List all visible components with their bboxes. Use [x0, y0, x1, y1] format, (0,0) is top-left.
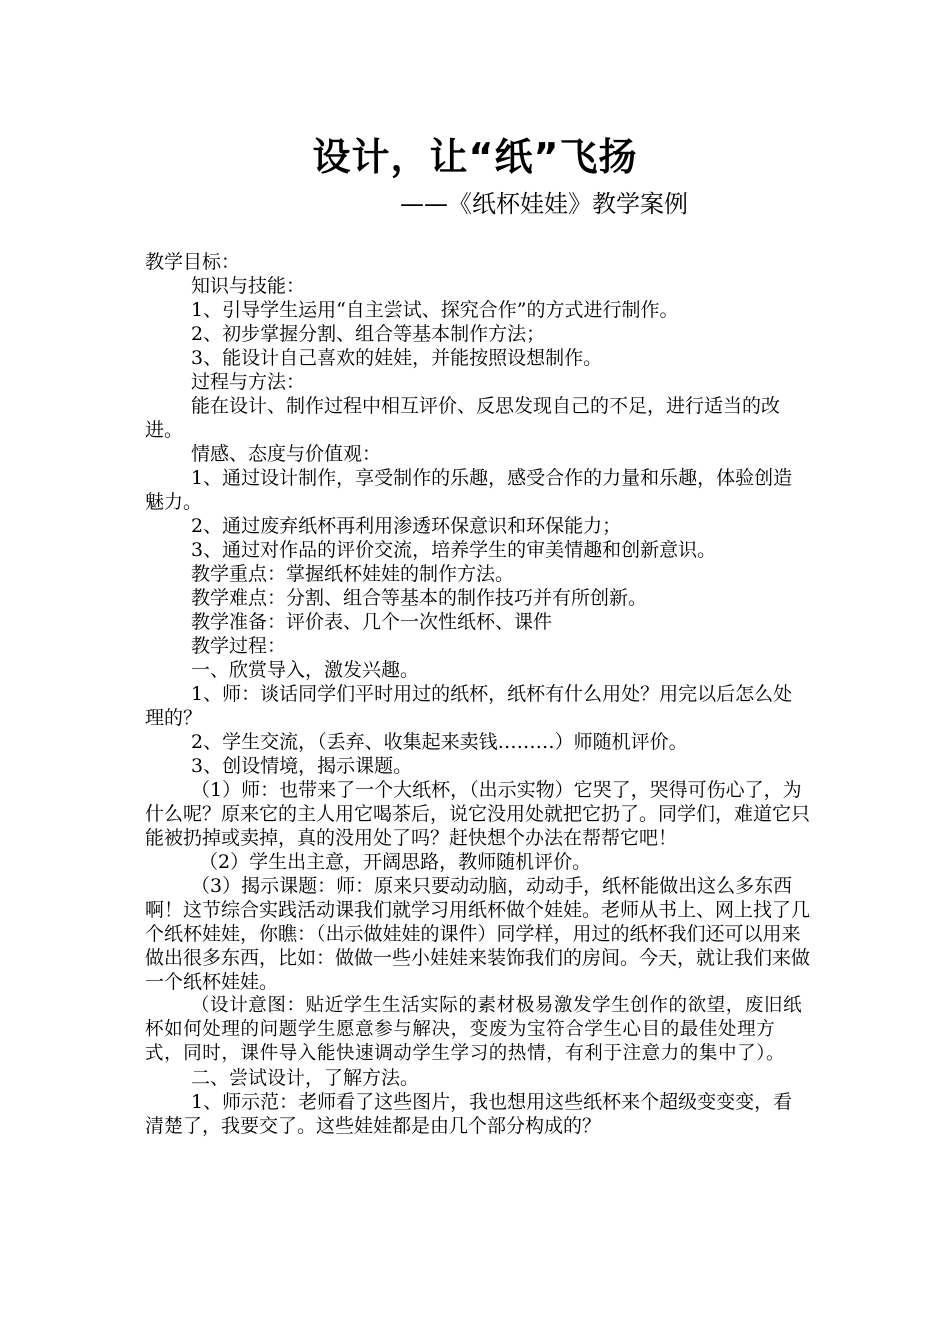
paragraph: 过程与方法：	[191, 371, 306, 393]
document-subtitle: ——《纸杯娃娃》教学案例	[400, 190, 688, 218]
paragraph: （2）学生出主意，开阔思路，教师随机评价。	[199, 851, 592, 873]
paragraph: 1、师：谈话同学们平时用过的纸杯，纸杯有什么用处？用完以后怎么处理的？	[145, 683, 793, 729]
paragraph: 教学准备：评价表、几个一次性纸杯、课件	[191, 611, 553, 633]
design-intent-note: （设计意图：贴近学生生活实际的素材极易激发学生创作的欲望，废旧纸杯如何处理的问题学生愿意参与解决，变废为宝符合学生心目的最佳处理方式，同时，课件导入能快速调动学生学习的热情，有利于注意力的集中了）。	[145, 995, 803, 1064]
document-body	[145, 250, 810, 1138]
document-title: 设计，让“纸”飞扬	[312, 135, 638, 179]
paragraph: 教学目标：	[145, 251, 241, 273]
paragraph: 2、初步掌握分割、组合等基本制作方法；	[191, 323, 546, 345]
paragraph: 一、欣赏导入，激发兴趣。	[191, 659, 420, 681]
paragraph: 1、通过设计制作，享受制作的乐趣，感受合作的力量和乐趣，体验创造魅力。	[145, 467, 793, 513]
paragraph: 1、引导学生运用“自主尝试、探究合作”的方式进行制作。	[191, 299, 679, 321]
paragraph: 2、通过废弃纸杯再利用渗透环保意识和环保能力；	[191, 515, 622, 537]
paragraph: 教学难点：分割、组合等基本的制作技巧并有所创新。	[191, 587, 648, 609]
paragraph: 情感、态度与价值观：	[191, 443, 382, 465]
paragraph: 3、能设计自己喜欢的娃娃，并能按照设想制作。	[191, 347, 603, 369]
paragraph: （3）揭示课题：师：原来只要动动脑，动动手，纸杯能做出这么多东西啊！这节综合实践活动课我们就学习用纸杯做个娃娃。老师从书上、网上找了几个纸杯娃娃，你瞧：（出示做娃娃的课件）同学样，用过的纸杯我们还可以用来做出很多东西，比如：做做一些小娃娃来装饰我们的房间。今天，就让我们来做一个纸杯娃娃。	[145, 875, 811, 993]
paragraph: 教学重点：掌握纸杯娃娃的制作方法。	[191, 563, 515, 585]
paragraph: 3、通过对作品的评价交流，培养学生的审美情趣和创新意识。	[191, 539, 717, 561]
paragraph: 1、师示范：老师看了这些图片，我也想用这些纸杯来个超级变变变，看清楚了，我要交了。这些娃娃都是由几个部分构成的？	[145, 1091, 793, 1137]
paragraph: （1）师：也带来了一个大纸杯，（出示实物）它哭了，哭得可伤心了，为什么呢？原来它的主人用它喝茶后，说它没用处就把它扔了。同学们，难道它只能被扔掉或卖掉，真的没用处了吗？赶快想个办法在帮帮它吧！	[145, 779, 811, 849]
paragraph: 教学过程：	[191, 635, 287, 657]
paragraph: 知识与技能：	[191, 275, 306, 297]
paragraph: 2、学生交流，（丢弃、收集起来卖钱………）师随机评价。	[191, 731, 688, 753]
paragraph: 能在设计、制作过程中相互评价、反思发现自己的不足，进行适当的改进。	[145, 395, 781, 441]
paragraph: 3、创设情境，揭示课题。	[191, 755, 413, 777]
paragraph: 二、尝试设计，了解方法。	[191, 1067, 420, 1089]
